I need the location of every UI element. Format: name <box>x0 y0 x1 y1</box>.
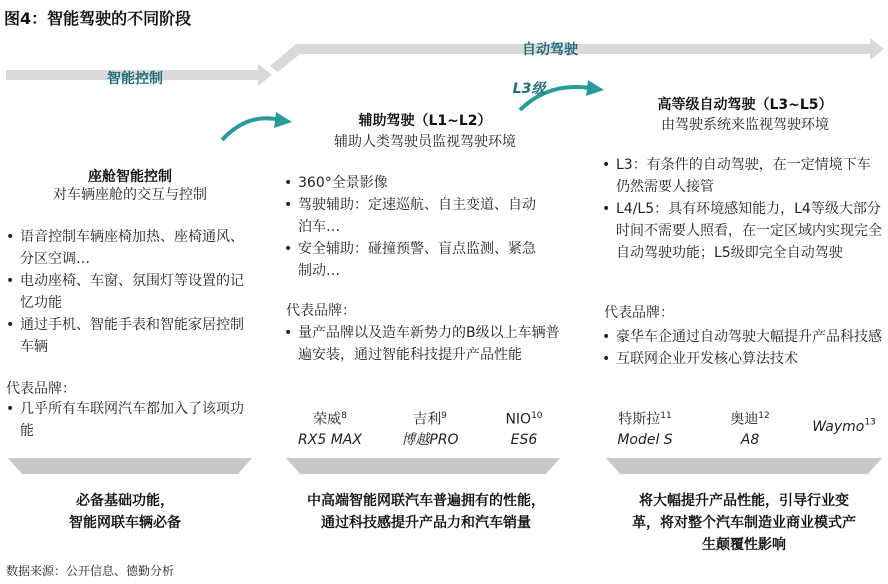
curve-arrowhead-1 <box>274 112 292 128</box>
list-item: • 安全辅助：碰撞预警、盲点监测、紧急制动… <box>284 238 546 282</box>
column-3-title: 高等级自动驾驶（L3~L5） <box>657 97 833 113</box>
column-3-subtitle: 由驾驶系统来监视驾驶环境 <box>661 117 829 133</box>
brand-note: 11 <box>660 411 672 421</box>
source-note: 数据来源：公开信息、德勤分析 <box>6 564 175 578</box>
column-2-title: 辅助驾驶（L1~L2） <box>358 113 492 129</box>
column-3-brands-label: 代表品牌： <box>604 305 674 321</box>
brand-note: 13 <box>864 417 876 428</box>
brand-nio <box>474 406 574 450</box>
summary-line: 革，将对整个汽车制造业商业模式产 <box>632 515 856 531</box>
list-item: • L4/L5：具有环境感知能力，L4等级大部分时间不需要人照看，在一定区域内实现完全自动驾驶功能；L5级即完全自动驾驶 <box>602 198 884 264</box>
brand-note: 10 <box>531 411 543 421</box>
brand-name: NIO <box>505 411 532 428</box>
brand-model: ES6 <box>510 431 538 448</box>
column-2-brand-bullets <box>284 322 564 366</box>
brand-name: 特斯拉 <box>618 411 661 428</box>
band-label-l3: L3级 <box>512 81 546 97</box>
brand-roewe <box>280 406 380 450</box>
summary-line: 中高端智能网联汽车普遍拥有的性能， <box>307 493 545 509</box>
list-item: • L3：有条件的自动驾驶，在一定情境下车仍然需要人接管 <box>602 154 884 198</box>
summary-line: 智能网联车辆必备 <box>69 515 181 531</box>
list-item: • 语音控制车辆座椅加热、座椅通风、分区空调… <box>6 226 256 270</box>
brand-model: Waymo <box>812 419 865 435</box>
list-item: • 驾驶辅助：定速巡航、自主变道、自动泊车… <box>284 194 546 238</box>
column-1-bullets <box>6 226 256 358</box>
brand-name: 吉利 <box>413 411 442 428</box>
column-3-bullets <box>602 154 884 264</box>
column-2-bullets <box>284 172 546 282</box>
brand-waymo <box>802 416 886 437</box>
figure-title: 图4：智能驾驶的不同阶段 <box>4 9 192 28</box>
column-1-brand-bullets <box>6 398 246 442</box>
summary-shadow-1 <box>8 458 252 474</box>
brand-audi <box>710 406 790 450</box>
summary-shadow-3 <box>606 458 882 474</box>
column-1-subtitle: 对车辆座舱的交互与控制 <box>53 187 207 203</box>
brand-tesla <box>600 406 690 450</box>
brand-note: 9 <box>441 411 447 421</box>
summary-shadow-2 <box>286 458 560 474</box>
column-2-subtitle: 辅助人类驾驶员监视驾驶环境 <box>334 134 516 150</box>
column-3-brand-bullets <box>602 326 884 370</box>
column-2-brands-label: 代表品牌： <box>286 303 356 319</box>
list-item: • 互联网企业开发核心算法技术 <box>602 348 884 370</box>
brand-note: 8 <box>341 411 347 421</box>
curve-arrow-1 <box>222 118 280 140</box>
band-label-smart-control: 智能控制 <box>107 71 163 87</box>
column-3-summary <box>606 490 882 556</box>
brand-model: A8 <box>740 431 760 448</box>
curve-arrowhead-2 <box>586 80 604 96</box>
column-1-title: 座舱智能控制 <box>88 169 172 185</box>
column-2-summary <box>286 490 566 534</box>
list-item: • 电动座椅、车窗、氛围灯等设置的记忆功能 <box>6 270 256 314</box>
summary-line: 必备基础功能， <box>76 493 174 509</box>
brand-note: 12 <box>758 411 770 421</box>
summary-line: 将大幅提升产品性能，引导行业变 <box>639 493 849 509</box>
brand-name: 奥迪 <box>730 411 759 428</box>
list-item: • 量产品牌以及造车新势力的B级以上车辆普遍安装，通过智能科技提升产品性能 <box>284 322 564 366</box>
column-1-brands-label: 代表品牌： <box>6 381 76 397</box>
summary-line: 通过科技感提升产品力和汽车销量 <box>321 515 531 531</box>
brand-model: Model S <box>617 431 673 448</box>
band-label-autonomous: 自动驾驶 <box>522 42 578 58</box>
brand-model: 博越PRO <box>401 431 459 448</box>
brand-geely <box>380 406 480 450</box>
brand-name: 荣威 <box>313 411 342 428</box>
list-item: • 通过手机、智能手表和智能家居控制车辆 <box>6 314 256 358</box>
list-item: • 360°全景影像 <box>284 172 546 194</box>
column-1-summary <box>10 490 240 534</box>
summary-line: 生颠覆性影响 <box>702 537 786 553</box>
list-item: • 豪华车企通过自动驾驶大幅提升产品科技感 <box>602 326 884 348</box>
list-item: • 几乎所有车联网汽车都加入了该项功能 <box>6 398 246 442</box>
brand-model: RX5 MAX <box>298 431 362 448</box>
